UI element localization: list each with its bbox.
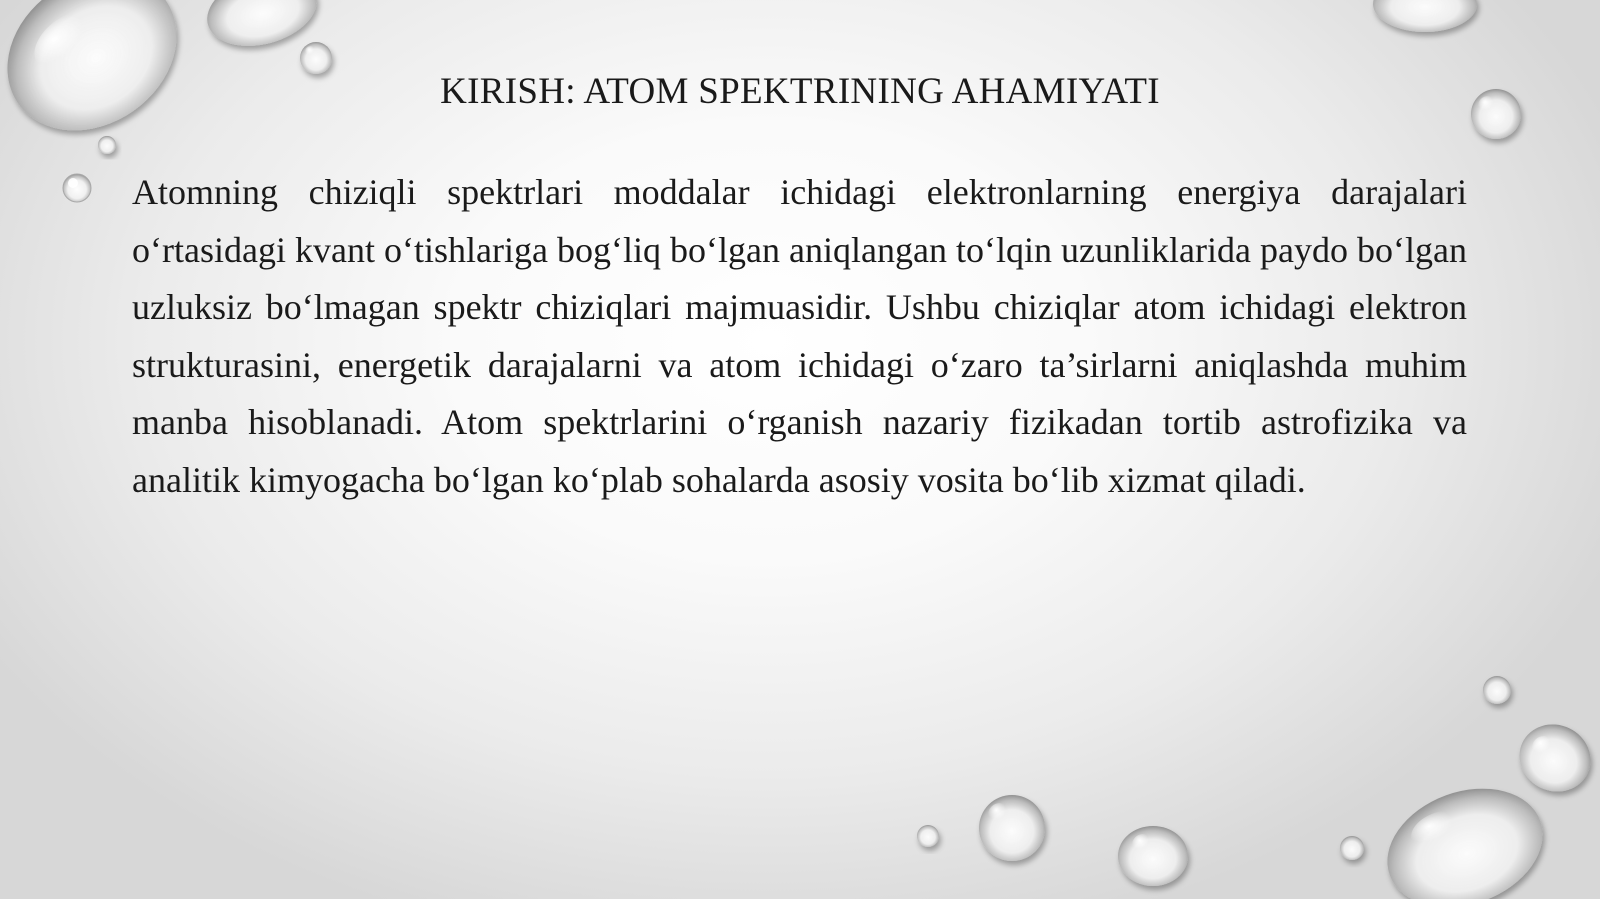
droplet	[1508, 713, 1600, 803]
slide-title: KIRISH: ATOM SPEKTRINING AHAMIYATI	[440, 71, 1160, 112]
droplet	[1340, 836, 1364, 860]
bullet-droplet-icon	[61, 172, 93, 204]
droplet	[1373, 0, 1477, 32]
droplet	[1371, 768, 1560, 899]
droplet	[979, 795, 1045, 861]
slide-body-paragraph: Atomning chiziqli spektrlari moddalar ichidagi elektronlarning energiya darajalari o‘rtasidagi kvant o‘tishlariga bog‘liq bo‘lgan aniqlangan to‘lqin uzunliklarida paydo bo‘lgan uzluksiz bo‘lmagan spektr chiziqlari majmuasidir. Ushbu chiziqlar atom ichidagi elektron strukturasini, energetik darajalarni va atom ichidagi o‘zaro ta’sirlarni aniqlashda muhim manba hisoblanadi. Atom spektrlarini o‘rganish nazariy fizikadan tortib astrofizika va analitik kimyogacha bo‘lgan ko‘plab sohalarda asosiy vosita bo‘lib xizmat qiladi.	[132, 172, 1467, 500]
droplet	[98, 136, 116, 154]
droplet	[1483, 676, 1511, 704]
droplet	[1118, 826, 1188, 886]
droplet	[917, 825, 939, 847]
